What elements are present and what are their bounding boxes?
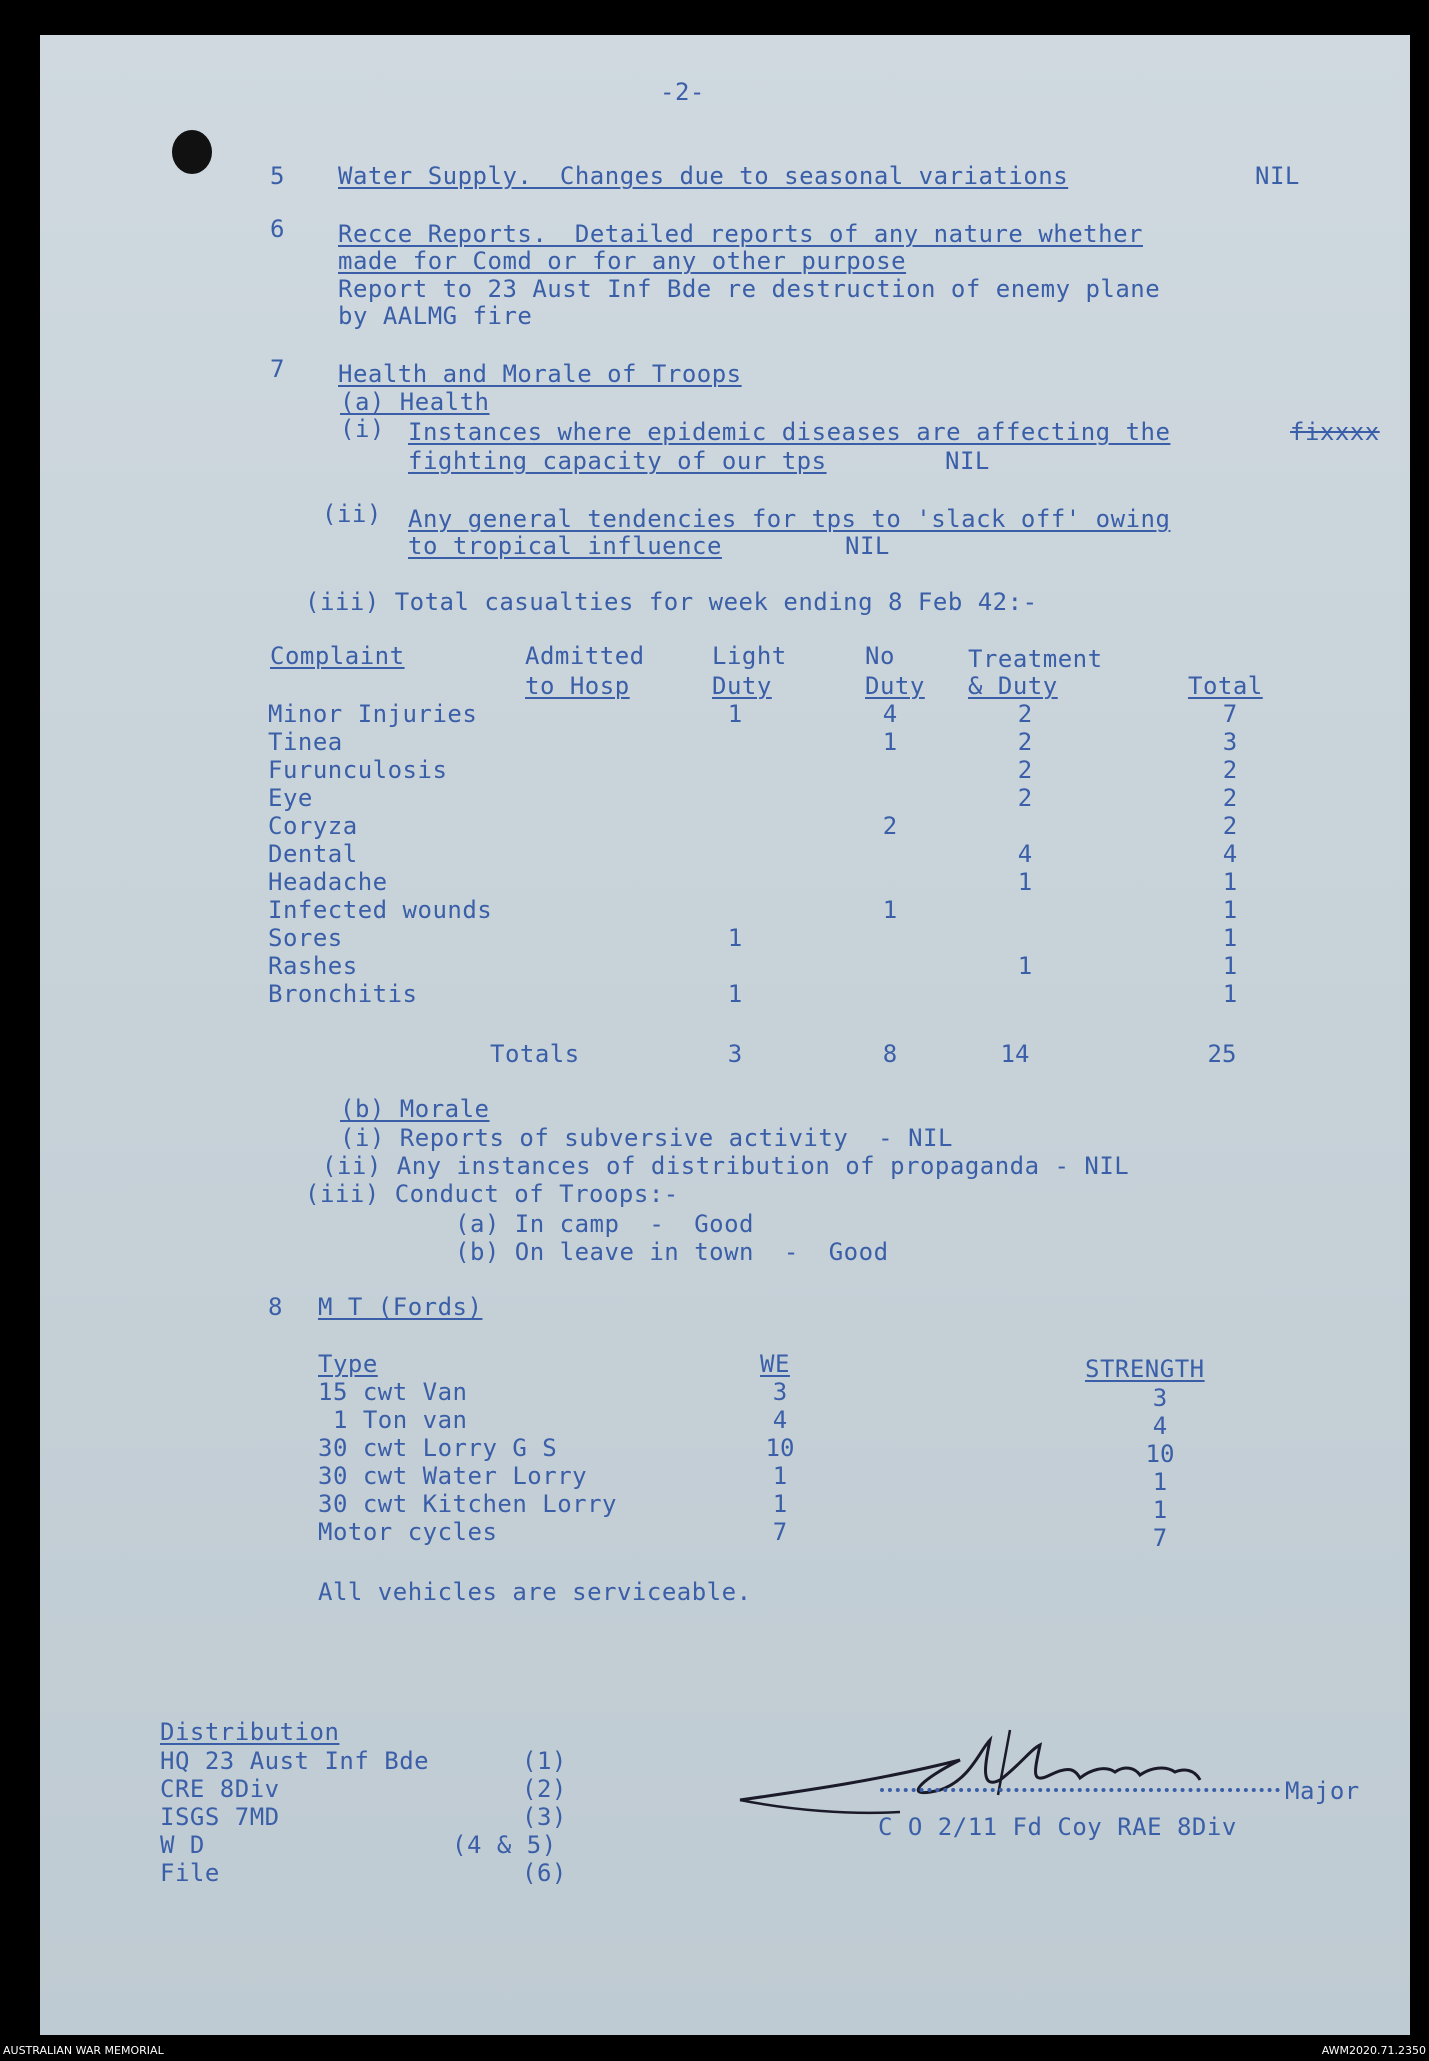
col-admitted-2: to Hosp bbox=[525, 672, 630, 700]
health-i-label: (i) bbox=[340, 415, 385, 443]
health-ii-status: NIL bbox=[845, 532, 890, 560]
distribution-to: ISGS 7MD bbox=[160, 1803, 280, 1831]
row-noduty: 4 bbox=[882, 700, 898, 728]
health-ii-label: (ii) bbox=[322, 500, 382, 528]
health-ii-line1: Any general tendencies for tps to 'slack off' owing bbox=[408, 505, 1171, 533]
distribution-to: CRE 8Div bbox=[160, 1775, 280, 1803]
signatory-rank: Major bbox=[1285, 1777, 1360, 1805]
footer-archive-name: AUSTRALIAN WAR MEMORIAL bbox=[3, 2044, 164, 2057]
row-treat: 2 bbox=[1017, 728, 1033, 756]
row-name: Dental bbox=[268, 840, 358, 868]
distribution-copy: (6) bbox=[522, 1859, 567, 1887]
mt-strength: 1 bbox=[1152, 1468, 1168, 1496]
row-name: Eye bbox=[268, 784, 313, 812]
row-name: Minor Injuries bbox=[268, 700, 478, 728]
morale-leave: (b) On leave in town - Good bbox=[455, 1238, 889, 1266]
section-5-title: Water Supply. bbox=[338, 162, 533, 190]
row-treat: 2 bbox=[1017, 784, 1033, 812]
health-i-line1: Instances where epidemic diseases are affecting the bbox=[408, 418, 1171, 446]
mt-strength: 1 bbox=[1152, 1496, 1168, 1524]
footer-reference: AWM2020.71.2350 bbox=[1321, 2044, 1426, 2057]
row-name: Tinea bbox=[268, 728, 343, 756]
mt-we: 10 bbox=[765, 1434, 795, 1462]
row-total: 2 bbox=[1222, 812, 1238, 840]
col-treatment-2: & Duty bbox=[968, 672, 1058, 700]
row-treat: 1 bbox=[1017, 868, 1033, 896]
mt-we: 1 bbox=[772, 1490, 788, 1518]
mt-note: All vehicles are serviceable. bbox=[318, 1578, 752, 1606]
row-treat: 1 bbox=[1017, 952, 1033, 980]
health-iii: (iii) Total casualties for week ending 8 Feb 42:- bbox=[305, 588, 1038, 616]
section-6-title: Recce Reports. bbox=[338, 220, 548, 248]
section-8-title: M T (Fords) bbox=[318, 1293, 483, 1321]
row-name: Furunculosis bbox=[268, 756, 448, 784]
health-i-line2: fighting capacity of our tps bbox=[408, 447, 827, 475]
row-light: 1 bbox=[727, 980, 743, 1008]
mt-strength: 3 bbox=[1152, 1384, 1168, 1412]
morale-iii: (iii) Conduct of Troops:- bbox=[305, 1180, 679, 1208]
mt-type: 30 cwt Lorry G S bbox=[318, 1434, 558, 1462]
row-name: Bronchitis bbox=[268, 980, 418, 1008]
mt-col-type: Type bbox=[318, 1350, 378, 1378]
col-treatment-1: Treatment bbox=[968, 645, 1103, 673]
section-6-line1: Detailed reports of any nature whether bbox=[545, 220, 1143, 248]
row-name: Sores bbox=[268, 924, 343, 952]
mt-strength: 4 bbox=[1152, 1412, 1168, 1440]
section-6-number: 6 bbox=[270, 215, 285, 243]
row-treat: 2 bbox=[1017, 756, 1033, 784]
morale-heading: (b) Morale bbox=[340, 1095, 490, 1123]
section-7-title: Health and Morale of Troops bbox=[338, 360, 742, 388]
distribution-copy: (3) bbox=[522, 1803, 567, 1831]
section-6-line4: by AALMG fire bbox=[338, 302, 533, 330]
mt-col-we: WE bbox=[760, 1350, 790, 1378]
section-8-number: 8 bbox=[268, 1293, 283, 1321]
mt-strength: 7 bbox=[1152, 1524, 1168, 1552]
row-total: 1 bbox=[1222, 980, 1238, 1008]
row-name: Infected wounds bbox=[268, 896, 493, 924]
distribution-copy: (4 & 5) bbox=[452, 1831, 557, 1859]
distribution-to: File bbox=[160, 1859, 220, 1887]
signatory-unit: C O 2/11 Fd Coy RAE 8Div bbox=[878, 1813, 1237, 1841]
distribution-to: W D bbox=[160, 1831, 205, 1859]
col-light-2: Duty bbox=[712, 672, 772, 700]
mt-we: 4 bbox=[772, 1406, 788, 1434]
mt-we: 7 bbox=[772, 1518, 788, 1546]
row-noduty: 2 bbox=[882, 812, 898, 840]
col-light-1: Light bbox=[712, 642, 787, 670]
totals-treat: 14 bbox=[1000, 1040, 1030, 1068]
mt-we: 3 bbox=[772, 1378, 788, 1406]
row-name: Coryza bbox=[268, 812, 358, 840]
totals-label: Totals bbox=[490, 1040, 580, 1068]
mt-type: 1 Ton van bbox=[318, 1406, 468, 1434]
totals-noduty: 8 bbox=[882, 1040, 898, 1068]
col-noduty-2: Duty bbox=[865, 672, 925, 700]
row-total: 2 bbox=[1222, 756, 1238, 784]
distribution-heading: Distribution bbox=[160, 1718, 340, 1746]
punch-hole bbox=[172, 130, 212, 174]
section-5-number: 5 bbox=[270, 162, 285, 190]
row-total: 7 bbox=[1222, 700, 1238, 728]
distribution-copy: (1) bbox=[522, 1747, 567, 1775]
row-noduty: 1 bbox=[882, 728, 898, 756]
mt-we: 1 bbox=[772, 1462, 788, 1490]
signature-line bbox=[880, 1788, 1280, 1792]
row-name: Headache bbox=[268, 868, 388, 896]
health-ii-line2: to tropical influence bbox=[408, 532, 722, 560]
section-5-status: NIL bbox=[1255, 162, 1300, 190]
health-heading: (a) Health bbox=[340, 388, 490, 416]
morale-ii: (ii) Any instances of distribution of propaganda - NIL bbox=[322, 1152, 1130, 1180]
row-total: 2 bbox=[1222, 784, 1238, 812]
row-total: 4 bbox=[1222, 840, 1238, 868]
section-6-line3: Report to 23 Aust Inf Bde re destruction of enemy plane bbox=[338, 275, 1161, 303]
morale-i: (i) Reports of subversive activity - NIL bbox=[340, 1124, 953, 1152]
col-admitted-1: Admitted bbox=[525, 642, 645, 670]
totals-total: 25 bbox=[1207, 1040, 1237, 1068]
row-total: 1 bbox=[1222, 952, 1238, 980]
row-total: 1 bbox=[1222, 868, 1238, 896]
row-total: 3 bbox=[1222, 728, 1238, 756]
row-light: 1 bbox=[727, 700, 743, 728]
mt-type: 30 cwt Water Lorry bbox=[318, 1462, 588, 1490]
row-total: 1 bbox=[1222, 924, 1238, 952]
health-i-status: NIL bbox=[945, 447, 990, 475]
mt-type: 15 cwt Van bbox=[318, 1378, 468, 1406]
mt-type: 30 cwt Kitchen Lorry bbox=[318, 1490, 617, 1518]
section-5-text: Changes due to seasonal variations bbox=[530, 162, 1069, 190]
col-complaint: Complaint bbox=[270, 642, 405, 670]
section-7-number: 7 bbox=[270, 355, 285, 383]
health-i-struck: fixxxx bbox=[1290, 418, 1380, 446]
row-total: 1 bbox=[1222, 896, 1238, 924]
row-noduty: 1 bbox=[882, 896, 898, 924]
row-light: 1 bbox=[727, 924, 743, 952]
totals-light: 3 bbox=[727, 1040, 743, 1068]
distribution-to: HQ 23 Aust Inf Bde bbox=[160, 1747, 430, 1775]
distribution-copy: (2) bbox=[522, 1775, 567, 1803]
row-treat: 2 bbox=[1017, 700, 1033, 728]
row-name: Rashes bbox=[268, 952, 358, 980]
col-noduty-1: No bbox=[865, 642, 895, 670]
col-total: Total bbox=[1188, 672, 1263, 700]
mt-type: Motor cycles bbox=[318, 1518, 498, 1546]
mt-col-strength: STRENGTH bbox=[1085, 1355, 1205, 1383]
row-treat: 4 bbox=[1017, 840, 1033, 868]
page-number: -2- bbox=[660, 78, 705, 106]
section-6-line2: made for Comd or for any other purpose bbox=[338, 247, 907, 275]
mt-strength: 10 bbox=[1145, 1440, 1175, 1468]
morale-camp: (a) In camp - Good bbox=[455, 1210, 754, 1238]
